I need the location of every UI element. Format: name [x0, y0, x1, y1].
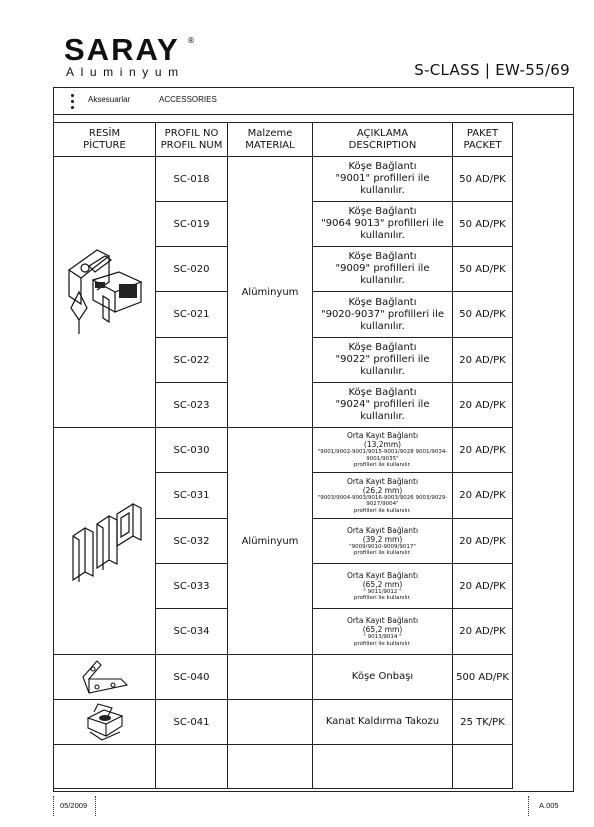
footer-page-number: A.005 — [528, 796, 559, 816]
picture-cell-mullion — [54, 428, 156, 655]
description-cell: Köşe Bağlantı "9009" profilleri ile kullanılır. — [313, 247, 453, 292]
picture-cell-corner-plate — [54, 655, 156, 700]
code-cell: SC-020 — [156, 247, 228, 292]
packet-cell: 20 AD/PK — [453, 428, 513, 473]
mullion-connector-icon — [59, 496, 151, 586]
code-cell: SC-040 — [156, 655, 228, 700]
description-cell: Köşe Bağlantı "9001" profilleri ile kullanılır. — [313, 157, 453, 202]
col-header-description: AÇIKLAMA DESCRIPTION — [313, 123, 453, 157]
code-cell: SC-019 — [156, 202, 228, 247]
code-cell: SC-022 — [156, 338, 228, 383]
brand-logo: SARAY — [64, 32, 180, 67]
packet-cell: 20 AD/PK — [453, 338, 513, 383]
dots-icon — [71, 94, 75, 112]
table-row-empty — [54, 745, 513, 789]
col-header-packet: PAKET PACKET — [453, 123, 513, 157]
table-row — [54, 655, 513, 700]
packet-cell: 50 AD/PK — [453, 157, 513, 202]
description-cell: Köşe Bağlantı "9024" profilleri ile kullanılır. — [313, 383, 453, 428]
code-cell: SC-021 — [156, 292, 228, 338]
material-cell: Alüminyum — [228, 157, 313, 428]
description-cell: Köşe Bağlantı "9064 9013" profilleri ile kullanılır. — [313, 202, 453, 247]
packet-cell: 25 TK/PK — [453, 700, 513, 745]
col-header-picture: RESİM PİCTURE — [54, 123, 156, 157]
table-row — [54, 428, 513, 473]
col-header-profile: PROFIL NO PROFIL NUM — [156, 123, 228, 157]
code-cell: SC-033 — [156, 564, 228, 609]
picture-cell-lifting-block — [54, 700, 156, 745]
packet-cell: 20 AD/PK — [453, 564, 513, 609]
table-header-row — [54, 123, 513, 157]
packet-cell: 50 AD/PK — [453, 292, 513, 338]
packet-cell: 20 AD/PK — [453, 473, 513, 519]
category-tr: Aksesuarlar — [88, 95, 131, 104]
code-cell: SC-031 — [156, 473, 228, 519]
description-cell: Orta Kayıt Bağlantı (65,2 mm) " 9013/9014 " profilleri ile kullanılır. — [313, 609, 453, 655]
table-row — [54, 157, 513, 202]
description-cell: Köşe Onbaşı — [313, 655, 453, 700]
category-en: ACCESSORIES — [159, 95, 217, 104]
series-title: S-CLASS | EW-55/69 — [414, 61, 570, 79]
code-cell: SC-032 — [156, 519, 228, 564]
code-cell: SC-030 — [156, 428, 228, 473]
code-cell: SC-023 — [156, 383, 228, 428]
material-cell-empty — [228, 700, 313, 745]
packet-cell: 500 AD/PK — [453, 655, 513, 700]
corner-plate-icon — [75, 657, 135, 697]
packet-cell: 50 AD/PK — [453, 247, 513, 292]
brand-subtitle: Aluminyum — [66, 65, 185, 79]
packet-cell: 20 AD/PK — [453, 519, 513, 564]
code-cell: SC-018 — [156, 157, 228, 202]
description-cell: Orta Kayıt Bağlantı (65,2 mm) " 9011/9012 " profilleri ile kullanılır. — [313, 564, 453, 609]
packet-cell: 50 AD/PK — [453, 202, 513, 247]
material-cell-empty — [228, 655, 313, 700]
category-bar — [53, 87, 574, 115]
picture-cell-corner — [54, 157, 156, 428]
material-cell: Alüminyum — [228, 428, 313, 655]
code-cell: SC-041 — [156, 700, 228, 745]
corner-connector-icon — [59, 242, 151, 342]
footer-date: 05/2009 — [53, 796, 96, 816]
packet-cell: 20 AD/PK — [453, 383, 513, 428]
table-row — [54, 700, 513, 745]
description-cell: Orta Kayıt Bağlantı (39,2 mm) "9009/9010-9009/9017" profilleri ile kullanılır. — [313, 519, 453, 564]
lifting-block-icon — [80, 702, 130, 742]
description-cell: Orta Kayıt Bağlantı (26,2 mm) "9003/9004-9003/9016-9003/9026 9003/9029-9027/9004" profilleri ile kullanılır. — [313, 473, 453, 519]
accessories-table — [53, 122, 513, 789]
code-cell: SC-034 — [156, 609, 228, 655]
packet-cell: 20 AD/PK — [453, 609, 513, 655]
description-cell: Kanat Kaldırma Takozu — [313, 700, 453, 745]
col-header-material: Malzeme MATERIAL — [228, 123, 313, 157]
description-cell: Köşe Bağlantı "9020-9037" profilleri ile kullanılır. — [313, 292, 453, 338]
description-cell: Orta Kayıt Bağlantı (13,2mm) "9001/9002-9001/9015-9001/9028 9001/9034-9001/9035" profilleri ile kullanılır. — [313, 428, 453, 473]
description-cell: Köşe Bağlantı "9022" profilleri ile kullanılır. — [313, 338, 453, 383]
registered-mark: ® — [187, 36, 195, 45]
